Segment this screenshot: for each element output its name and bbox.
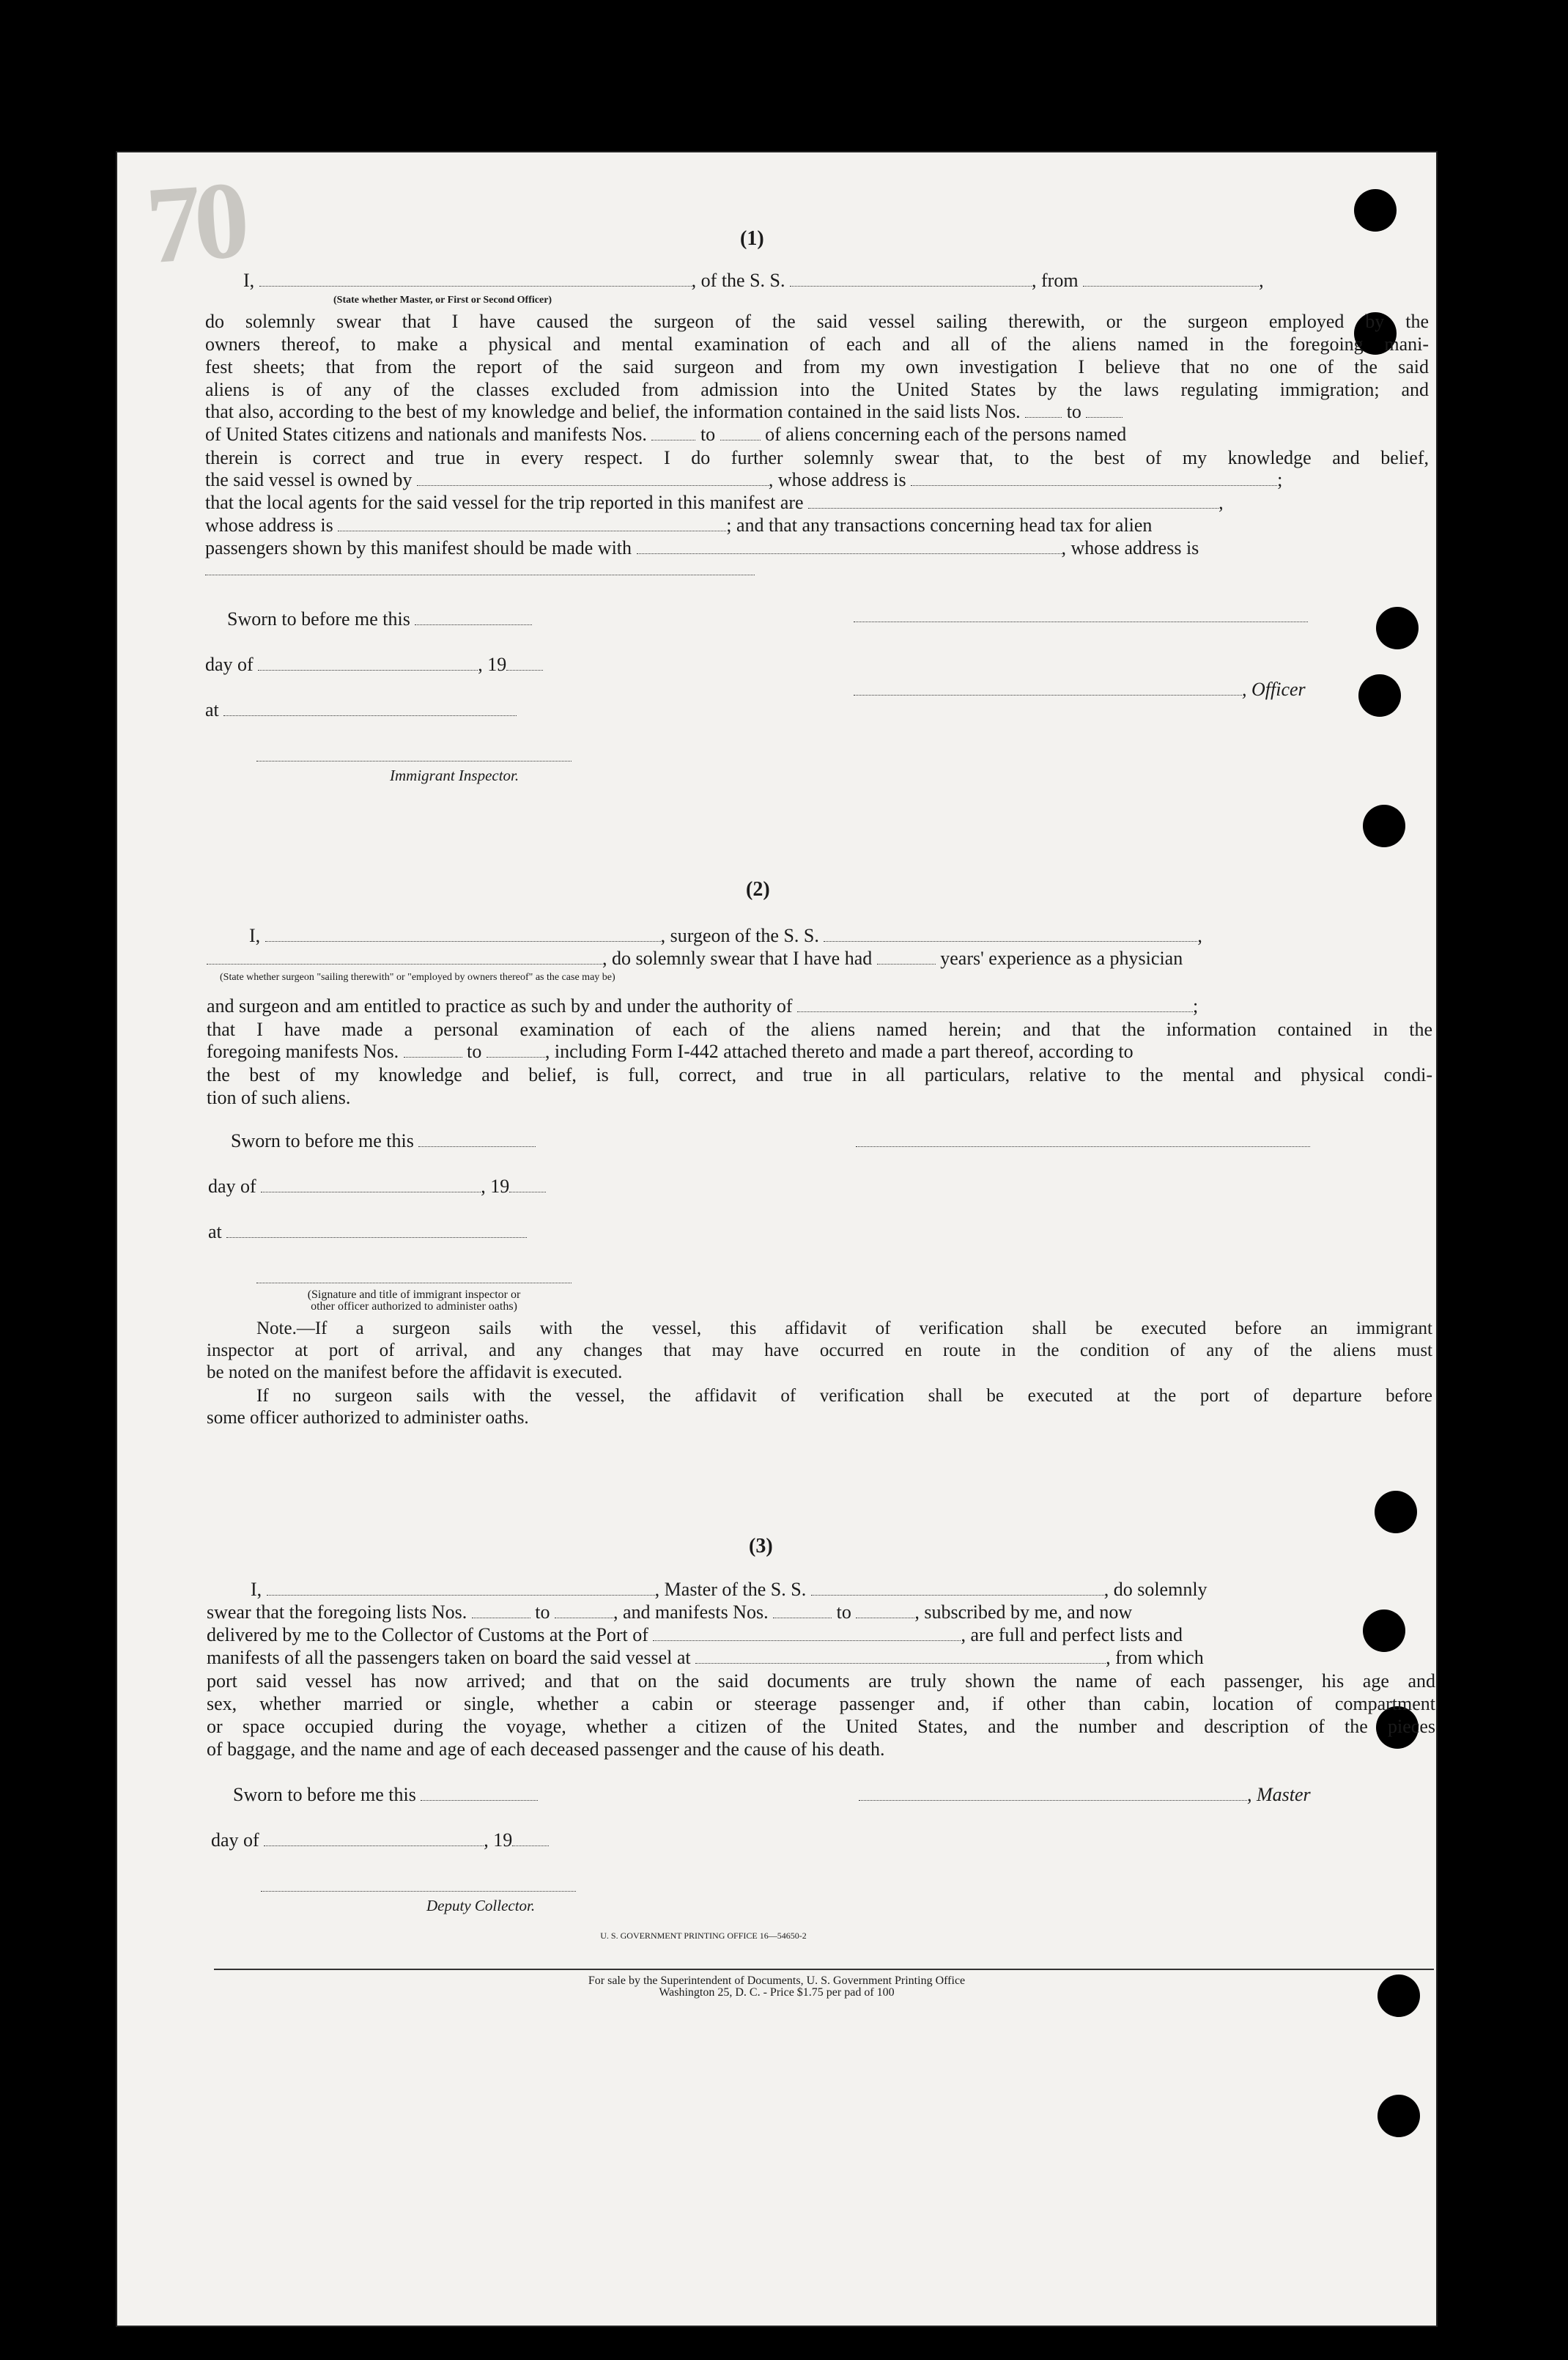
document-page [117,152,1436,2326]
surgeon-second-line: , do solemnly swear that I have had years' experience as a physician [207,948,1183,970]
surgeon-signature-line [856,1146,1310,1147]
master-text: delivered by me to the Collector of Customs at the Port of , are full and perfect lists and [207,1624,1183,1645]
surgeon-text: tion of such aliens. [207,1087,351,1108]
collector-signature-line [261,1891,576,1892]
note-text: Note.—If a surgeon sails with the vessel, this affidavit of verification shall be executed before an immigrant [256,1319,1432,1338]
stamp-number: 70 [142,158,246,287]
inspector-label: Immigrant Inspector. [390,767,519,784]
note-text: inspector at port of arrival, and any changes that may have occurred en route in the condition of any of the aliens must [207,1341,1432,1360]
note-text: If no surgeon sails with the vessel, the affidavit of verification shall be executed at the port of departure before [256,1386,1432,1406]
oath-text: that also, according to the best of my knowledge and belief, the information contained in the said lists Nos. to [205,401,1123,423]
punch-hole [1354,189,1397,232]
day-label: day of , 19 [208,1176,546,1198]
signature-caption: other officer authorized to administer oaths) [311,1300,517,1313]
punch-hole [1358,674,1401,717]
section-number: (3) [749,1535,773,1557]
surgeon-text: and surgeon and am entitled to practice as such by and under the authority of ; [207,995,1199,1017]
sworn-label: Sworn to before me this [231,1130,536,1152]
punch-hole [1363,1609,1405,1652]
master-first-line: I, , Master of the S. S. , do solemnly [251,1579,1208,1600]
punch-hole [1377,1974,1420,2017]
master-text: or space occupied during the voyage, whether a citizen of the United States, and the number and description of the pieces [207,1716,1435,1737]
master-text: sex, whether married or single, whether a cabin or steerage passenger and, if other than cabin, location of compartment [207,1693,1435,1714]
at-label: at [205,699,517,721]
oath-text: therein is correct and true in every respect. I do further solemnly swear that, to the best of my knowledge and belief, [205,447,1429,468]
at-label: at [208,1221,527,1243]
punch-hole [1377,2095,1420,2137]
day-label: day of , 19 [211,1829,549,1851]
note-text: some officer authorized to administer oaths. [207,1408,529,1428]
sworn-label: Sworn to before me this [233,1784,538,1806]
master-text: port said vessel has now arrived; and that on the said documents are truly shown the name of each passenger, his age and [207,1670,1435,1692]
oath-text: fest sheets; that from the report of the said surgeon and from my own investigation I believe that no one of the said [205,356,1429,377]
oath-text: whose address is ; and that any transactions concerning head tax for alien [205,515,1153,536]
surgeon-text: foregoing manifests Nos. to , including Form I-442 attached thereto and made a part thereof, according to [207,1041,1134,1062]
oath-text: that the local agents for the said vessel for the trip reported in this manifest are , [205,492,1224,513]
master-text: swear that the foregoing lists Nos. to , and manifests Nos. to , subscribed by me, and now [207,1601,1133,1623]
officer-label: , Officer [854,679,1306,701]
printing-office-line: U. S. GOVERNMENT PRINTING OFFICE 16—54650-2 [600,1931,807,1941]
master-signature-line: , Master [859,1784,1311,1806]
oath-text: owners thereof, to make a physical and mental examination of each and all of the aliens named in the foregoing mani- [205,333,1429,355]
section1-first-line: I, , of the S. S. , from , [243,270,1264,291]
collector-label: Deputy Collector. [426,1897,536,1914]
day-label: day of , 19 [205,654,543,676]
inspector-signature-line [256,761,572,762]
sale-notice: For sale by the Superintendent of Documents, U. S. Government Printing Office [588,1974,966,1987]
master-text: of baggage, and the name and age of each deceased passenger and the cause of his death. [207,1738,885,1760]
surgeon-first-line: I, , surgeon of the S. S. , [249,925,1202,946]
footer-rule [214,1969,1434,1970]
master-text: manifests of all the passengers taken on board the said vessel at , from which [207,1647,1204,1668]
sale-notice: Washington 25, D. C. - Price $1.75 per pad of 100 [659,1986,895,1999]
oath-text: passengers shown by this manifest should be made with , whose address is [205,537,1199,558]
section-number: (2) [746,878,770,901]
field-caption: (State whether surgeon "sailing therewith" or "employed by owners thereof" as the case may be) [220,972,615,983]
surgeon-text: that I have made a personal examination of each of the aliens named herein; and that the information contained in the [207,1019,1432,1040]
section-number: (1) [740,227,764,250]
punch-hole [1363,805,1405,847]
punch-hole [1376,607,1419,649]
oath-text: of United States citizens and nationals and manifests Nos. to of aliens concerning each of the persons named [205,424,1127,445]
oath-text: aliens is of any of the classes excluded from admission into the United States by the laws regulating immigration; and [205,379,1429,400]
surgeon-text: the best of my knowledge and belief, is full, correct, and true in all particulars, relative to the mental and physical condi- [207,1064,1432,1085]
field-caption: (State whether Master, or First or Second Officer) [333,295,552,306]
oath-text: do solemnly swear that I have caused the surgeon of the said vessel sailing therewith, or the surgeon employed by the [205,311,1429,332]
signature-caption: (Signature and title of immigrant inspector or [307,1288,521,1301]
punch-hole [1375,1491,1417,1533]
note-text: be noted on the manifest before the affidavit is executed. [207,1362,623,1382]
sworn-label: Sworn to before me this [227,608,532,630]
oath-text: the said vessel is owned by , whose address is ; [205,469,1283,490]
